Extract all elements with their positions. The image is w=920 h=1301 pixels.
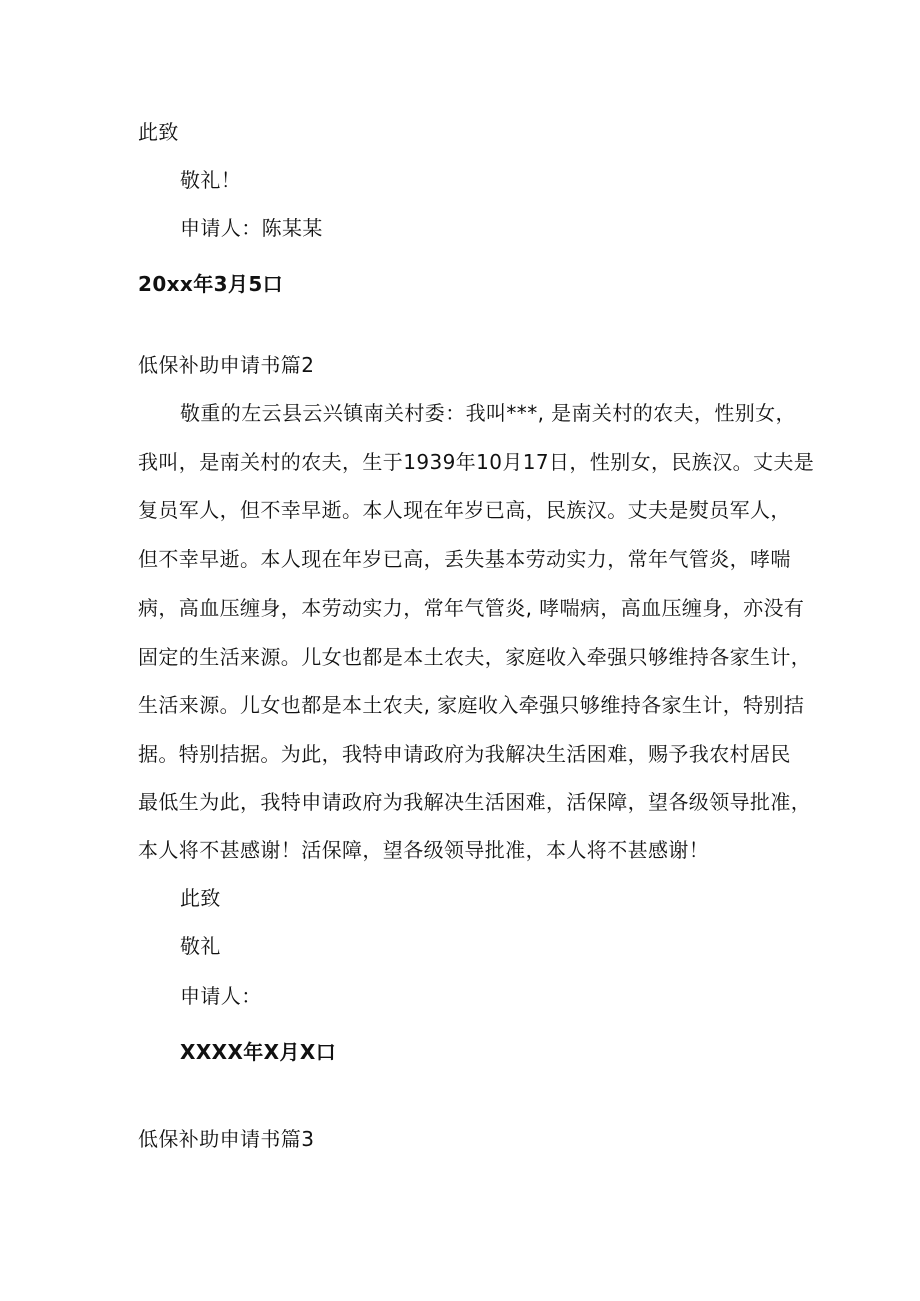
paragraph-line: 生活来源。儿女也都是本土农夫, 家庭收入牵强只够维持各家生计，特别拮 — [138, 693, 805, 717]
salute-text: 敬礼 — [180, 934, 221, 958]
closing-text: 此致 — [180, 886, 221, 910]
paragraph-line: 病，高血压缠身，本劳动实力，常年气管炎, 哮喘病，高血压缠身，亦没有 — [138, 596, 805, 620]
salute-text: 敬礼！ — [180, 168, 242, 192]
paragraph-line: 但不幸早逝。本人现在年岁已高，丢失基本劳动实力，常年气管炎，哮喘 — [138, 547, 791, 571]
section-heading: 低保补助申请书篇2 — [138, 353, 315, 377]
date-line: XXXX年X月X口 — [180, 1040, 337, 1064]
paragraph-line: 敬重的左云县云兴镇南关村委：我叫***, 是南关村的农夫，性别女， — [180, 401, 796, 425]
paragraph-line: 固定的生活来源。儿女也都是本土农夫，家庭收入牵强只够维持各家生计， — [138, 645, 812, 669]
paragraph-line: 据。特别拮据。为此，我特申请政府为我解决生活困难，赐予我农村居民 — [138, 742, 791, 766]
closing-text: 此致 — [138, 120, 179, 144]
paragraph-line: 我叫，是南关村的农夫，生于1939年10月17日，性别女，民族汉。丈夫是 — [138, 450, 815, 474]
paragraph-line: 本人将不甚感谢！活保障，望各级领导批准，本人将不甚感谢！ — [138, 838, 710, 862]
paragraph-line: 最低生为此，我特申请政府为我解决生活困难，活保障，望各级领导批准， — [138, 790, 812, 814]
date-line: 20xx年3月5口 — [138, 272, 284, 296]
paragraph-line: 复员军人，但不幸早逝。本人现在年岁已高，民族汉。丈夫是熨员军人， — [138, 498, 791, 522]
applicant-line: 申请人：陈某某 — [180, 216, 323, 240]
applicant-line: 申请人： — [180, 984, 262, 1008]
section-heading: 低保补助申请书篇3 — [138, 1127, 315, 1151]
